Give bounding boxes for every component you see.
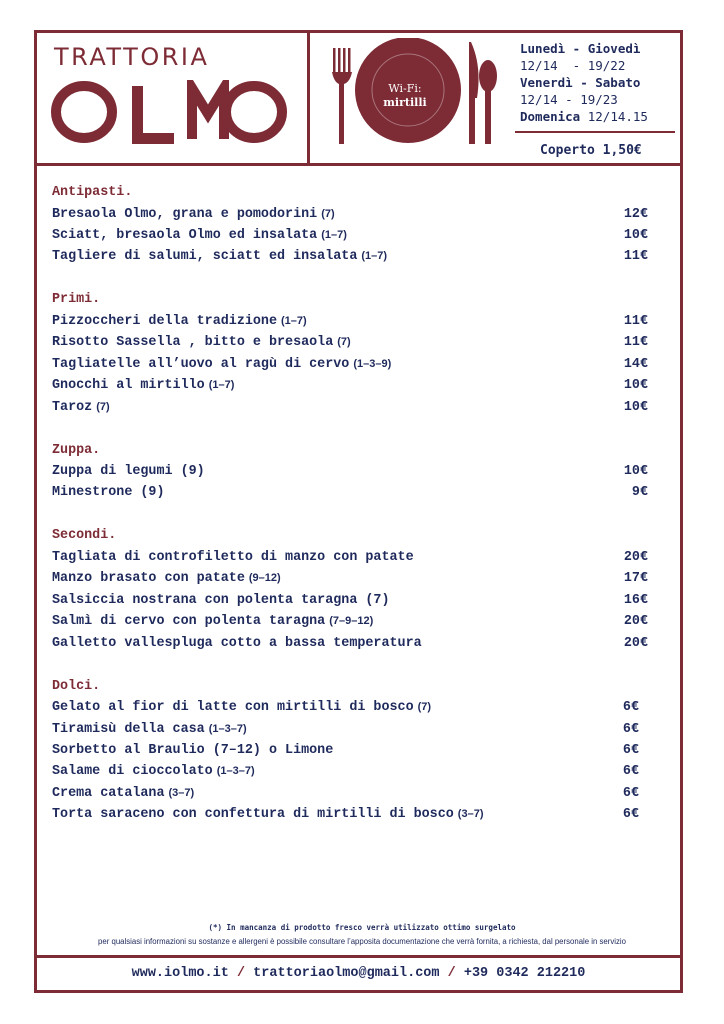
dish-price: 9€	[631, 485, 648, 501]
contact-footer	[34, 966, 683, 981]
menu-item	[52, 740, 652, 761]
wifi-info	[375, 82, 435, 110]
menu-item	[52, 697, 652, 718]
header-divider	[34, 163, 683, 166]
dish-name: Tiramisù della casa	[52, 721, 205, 737]
menu-item	[52, 761, 652, 782]
dish-name: Taroz	[52, 399, 93, 415]
section-spacer	[52, 654, 652, 676]
dish-allergens: (7)	[96, 400, 110, 413]
dish-name: Crema catalana	[52, 785, 165, 801]
dish-price: 12€	[623, 206, 648, 222]
menu-section	[52, 289, 652, 418]
dish-name: Manzo brasato con patate	[52, 571, 245, 587]
menu-item	[52, 633, 652, 654]
menu-item	[52, 311, 652, 332]
hours-row	[520, 108, 648, 125]
dish-allergens: (7)	[337, 336, 351, 349]
email-link[interactable]: trattoriaolmo@gmail.com	[253, 966, 440, 981]
menu-item	[52, 246, 652, 267]
footer-separator: /	[447, 966, 456, 981]
dish-price: 20€	[623, 635, 648, 651]
dish-allergens: (1–7)	[361, 250, 388, 263]
dish-price: 6€	[622, 785, 639, 801]
dish-name: Torta saraceno con confettura di mirtilli di bosco	[52, 807, 454, 823]
dish-name: Zuppa di legumi (9)	[52, 464, 205, 480]
dish-price: 11€	[623, 335, 648, 351]
dish-name: Sciatt, bresaola Olmo ed insalata	[52, 227, 318, 243]
dish-name: Pizzoccheri della tradizione	[52, 313, 277, 329]
dish-price: 10€	[623, 378, 648, 394]
section-title: Antipasti.	[52, 185, 133, 200]
dish-name: Tagliata di controfiletto di manzo con patate	[52, 550, 414, 566]
opening-hours	[520, 40, 648, 125]
dish-price: 10€	[623, 464, 648, 480]
menu-item	[52, 482, 652, 503]
dish-price: 10€	[623, 227, 648, 243]
menu-section	[52, 182, 652, 268]
dish-name: Bresaola Olmo, grana e pomodorini	[52, 206, 318, 222]
dish-allergens: (7)	[417, 701, 432, 714]
hours-day: Lunedì - Giovedì	[520, 41, 641, 56]
menu-item	[52, 461, 652, 482]
menu-item	[52, 332, 652, 353]
section-title: Primi.	[52, 292, 101, 308]
dish-name: Risotto Sassella , bitto e bresaola	[52, 335, 334, 351]
dish-allergens: (3–7)	[168, 786, 195, 799]
dish-allergens: (7)	[321, 207, 335, 220]
menu-item	[52, 568, 652, 589]
dish-name: Tagliatelle all’uovo al ragù di cervo	[52, 356, 350, 372]
dish-name: Gnocchi al mirtillo	[52, 378, 205, 394]
hours-time: 12/14 - 19/22	[520, 58, 626, 73]
menu-item	[52, 719, 652, 740]
allergen-note: per qualsiasi informazioni su sostanze e allergeni è possibile consultare l’apposita documentazione che verrà fornita, a richiesta, dal personale in servizio	[98, 937, 626, 946]
dish-name: Sorbetto al Braulio (7–12) o Limone	[52, 742, 334, 758]
hours-day: Domenica	[520, 109, 581, 124]
section-title: Secondi.	[52, 528, 117, 544]
footer-divider	[34, 955, 683, 958]
dish-price: 10€	[623, 399, 648, 415]
dish-name: Salmì di cervo con polenta taragna	[52, 614, 326, 630]
dish-price: 6€	[622, 721, 639, 737]
dish-price: 6€	[622, 807, 639, 823]
dish-allergens: (1–7)	[321, 228, 347, 241]
dish-price: 20€	[623, 550, 648, 566]
menu-item	[52, 354, 652, 375]
dish-name: Salame di cioccolato	[52, 764, 213, 780]
dish-allergens: (1–3–7)	[208, 722, 247, 735]
dish-name: Tagliere di salumi, sciatt ed insalata	[52, 249, 358, 265]
hours-row	[520, 40, 648, 57]
cover-charge: Coperto 1,50€	[540, 143, 642, 158]
menu-item	[52, 375, 652, 396]
dish-allergens: (7–9–12)	[329, 615, 374, 628]
website-link[interactable]: www.iolmo.it	[131, 966, 229, 981]
hours-row	[520, 74, 648, 91]
dish-price: 11€	[623, 313, 648, 329]
wifi-label: Wi-Fi:	[388, 82, 422, 95]
dish-name: Galletto vallespluga cotto a bassa temperatura	[52, 635, 422, 651]
dish-price: 6€	[622, 764, 639, 780]
hours-time: 12/14 - 19/23	[520, 92, 618, 107]
hours-row	[520, 57, 648, 74]
dish-allergens: (1–3–7)	[216, 765, 255, 778]
brand-subtitle: TRATTORIA	[54, 43, 210, 71]
menu-item	[52, 611, 652, 632]
menu-section	[52, 525, 652, 654]
section-spacer	[52, 504, 652, 526]
menu-item	[52, 225, 652, 246]
phone-number[interactable]: +39 0342 212210	[463, 966, 586, 981]
hours-time: 12/14.15	[580, 109, 648, 124]
menu-section	[52, 440, 652, 504]
dish-allergens: (1–3–9)	[353, 357, 392, 370]
dish-price: 16€	[623, 592, 648, 608]
dish-price: 20€	[623, 614, 648, 630]
dish-allergens: (3–7)	[457, 808, 484, 821]
section-title: Zuppa.	[52, 442, 101, 458]
frozen-note: (*) In mancanza di prodotto fresco verrà utilizzato ottimo surgelato	[208, 923, 516, 932]
menu-item	[52, 204, 652, 225]
dish-allergens: (1–7)	[281, 314, 307, 327]
menu-item	[52, 804, 652, 825]
dish-allergens: (1–7)	[208, 379, 235, 392]
hours-underline	[515, 131, 675, 133]
dish-name: Gelato al fior di latte con mirtilli di bosco	[52, 700, 414, 716]
dish-price: 14€	[623, 356, 648, 372]
menu-item	[52, 397, 652, 418]
menu-item	[52, 590, 652, 611]
section-spacer	[52, 418, 652, 440]
dish-price: 6€	[622, 700, 639, 716]
hours-day: Venerdì - Sabato	[520, 75, 641, 90]
wifi-password: mirtilli	[383, 96, 427, 109]
dish-name: Minestrone (9)	[52, 485, 165, 501]
dish-allergens: (9–12)	[248, 572, 281, 585]
header-divider-vertical	[307, 30, 310, 166]
footer-separator: /	[236, 966, 246, 981]
dish-name: Salsiccia nostrana con polenta taragna (7)	[52, 592, 390, 608]
menu-item	[52, 547, 652, 568]
dish-price: 11€	[623, 249, 648, 265]
olmo-logo	[50, 80, 290, 144]
hours-row	[520, 91, 648, 108]
section-title: Dolci.	[52, 678, 101, 694]
dish-price: 17€	[623, 571, 648, 587]
menu-list	[52, 182, 652, 826]
dish-price: 6€	[622, 742, 639, 758]
menu-item	[52, 783, 652, 804]
menu-section	[52, 676, 652, 826]
section-spacer	[52, 268, 652, 290]
